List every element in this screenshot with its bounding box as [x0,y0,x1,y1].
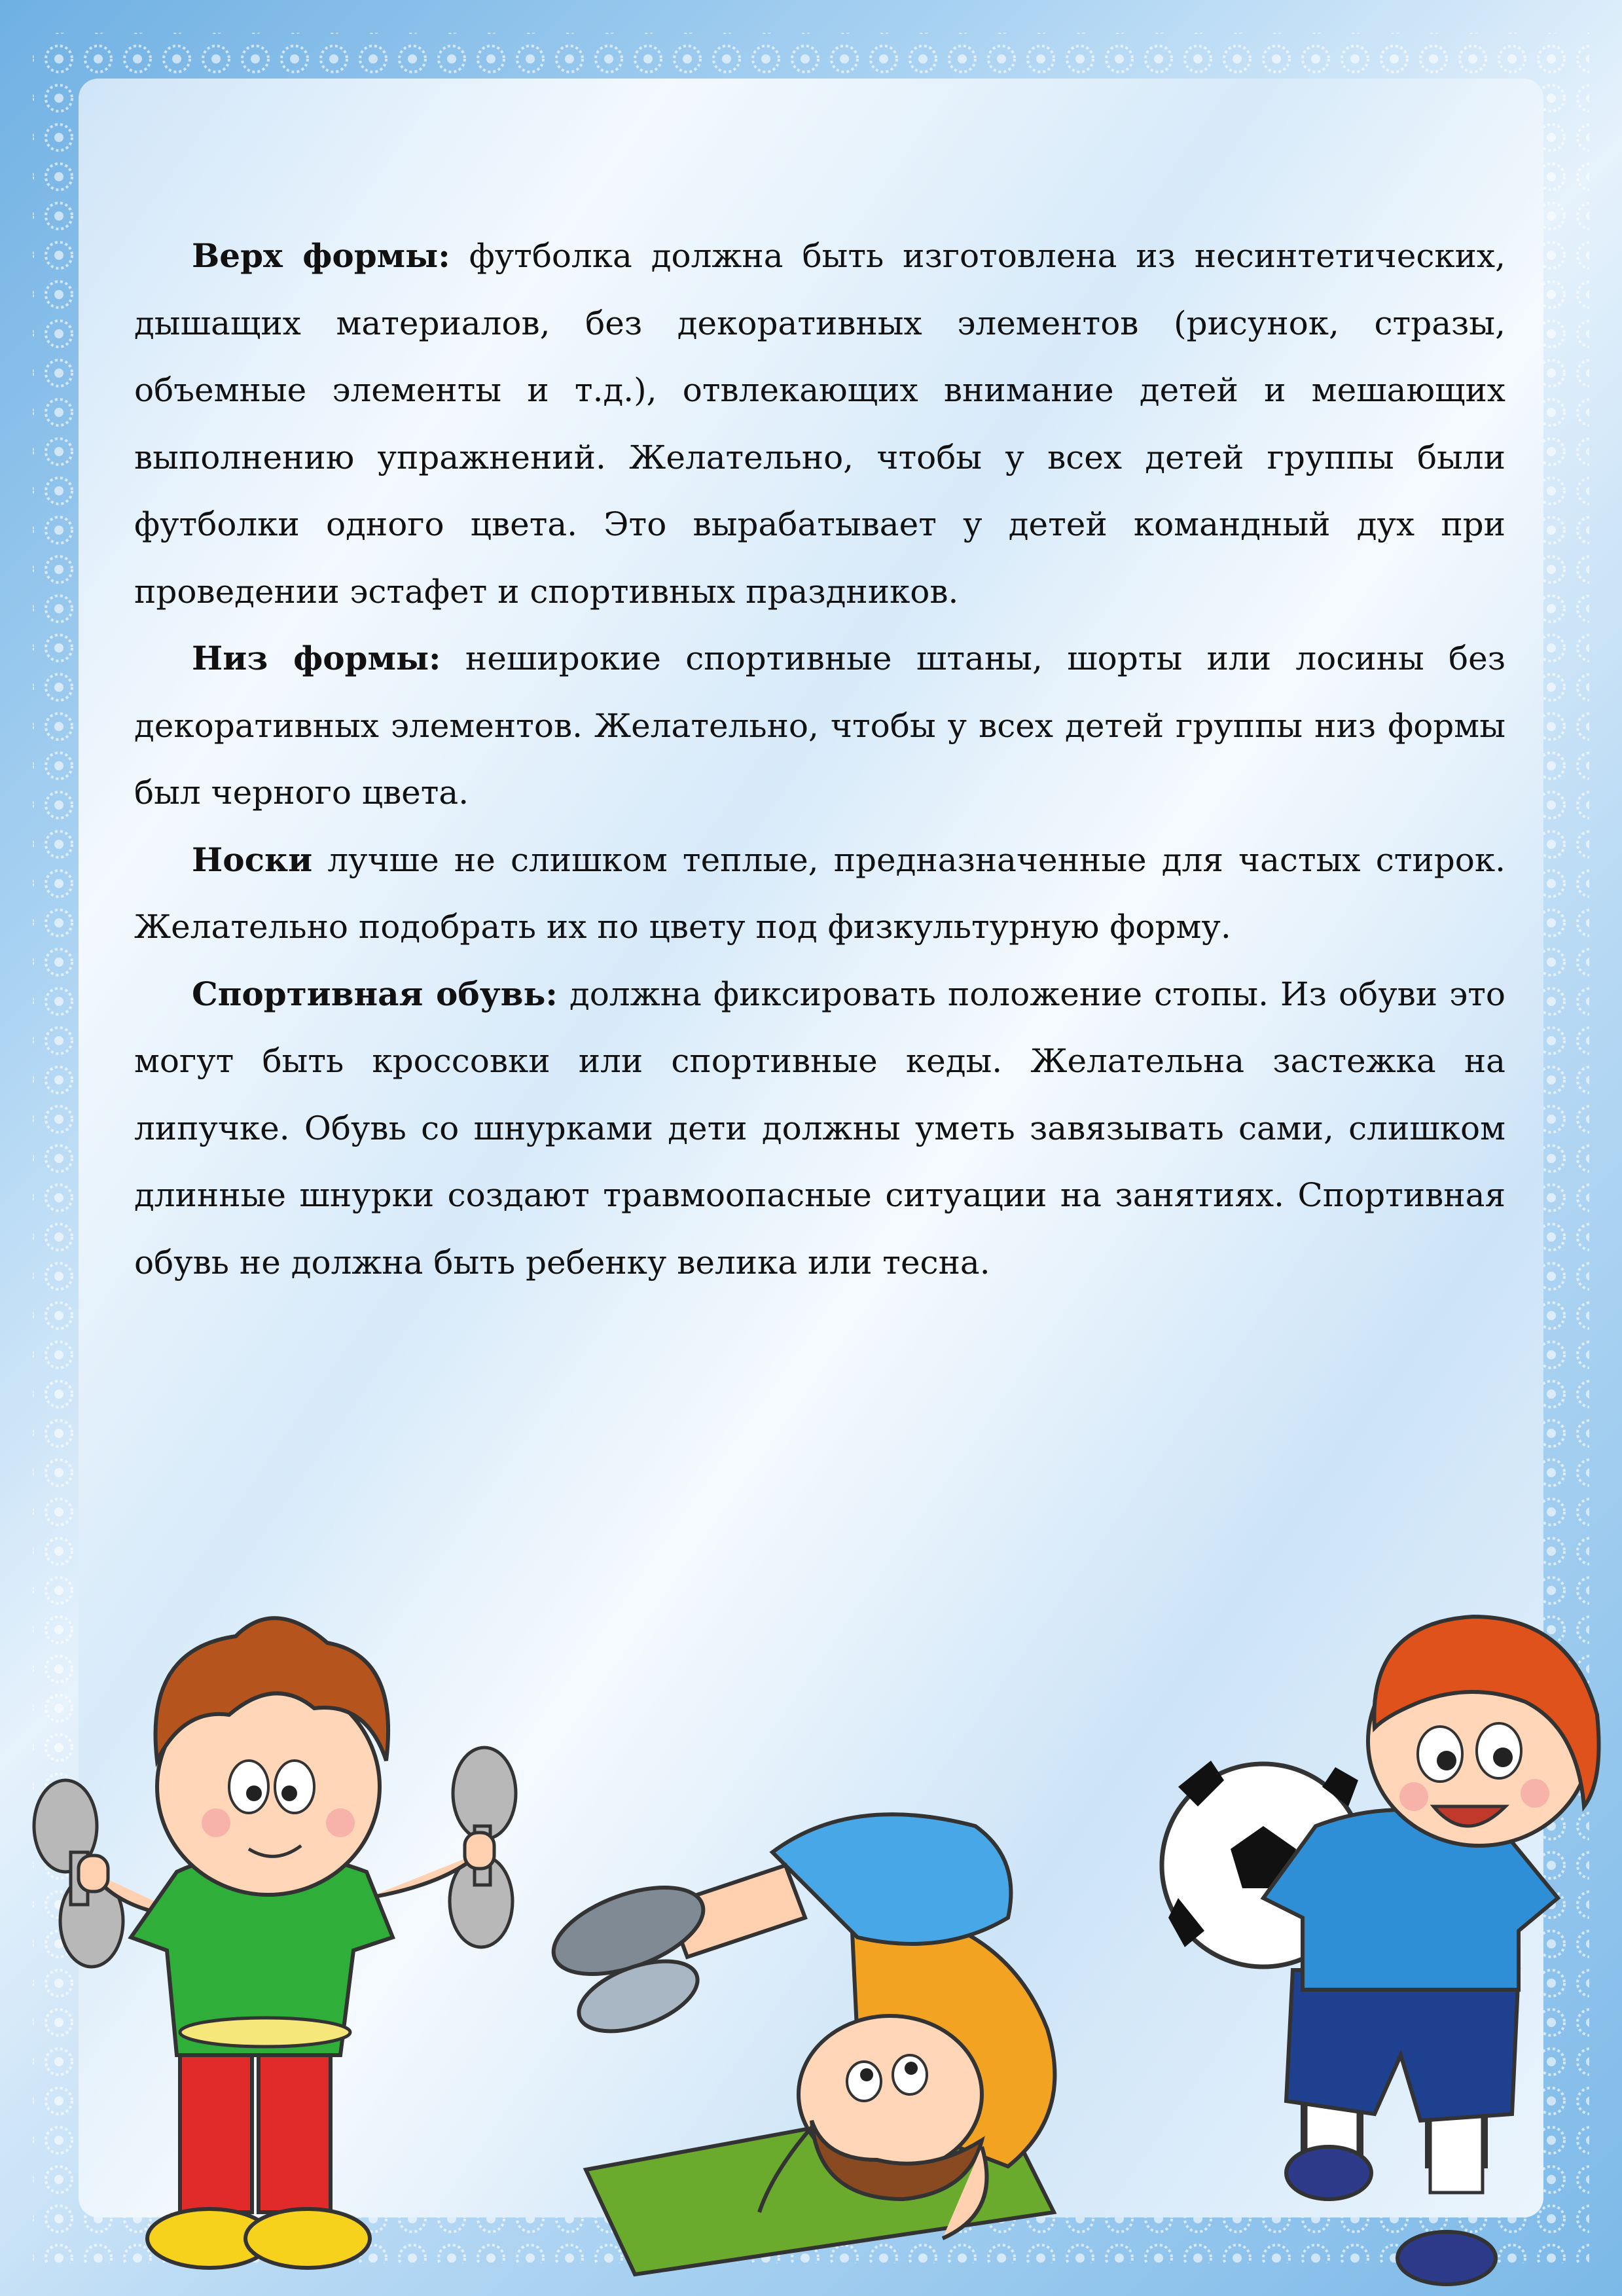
heading-top: Верх формы: [192,236,450,275]
heading-shoes: Спортивная обувь: [192,974,558,1013]
paragraph-socks-body: лучше не слишком теплые, предназначенные для частых стирок. Желательно подобрать их по цвету под физкультурную форму. [134,840,1505,946]
paragraph-top-body: футболка должна быть изготовлена из несинтетических, дышащих материалов, без декоративных элементов (рисунок, стразы, объемные элементы и т.д.), отвлекающих внимание детей и мешающих выполнению упражнений. Желательно, чтобы у всех детей группы были футболки одного цвета. Это вырабатывает у детей командный дух при проведении эстафет и спортивных праздников. [134,237,1505,611]
boy-with-dumbbells-illustration [34,1618,516,2268]
boy-with-ball-illustration [1162,1617,1599,2284]
paragraph-shoes-body: должна фиксировать положение стопы. Из обуви это могут быть кроссовки или спортивные кеды. Желательна застежка на липучке. Обувь со шнурками дети должны уметь завязывать сами, слишком длинные шнурки создают травмоопасные ситуации на занятиях. Спортивная обувь не должна быть ребенку велика или тесна. [134,975,1505,1282]
boy-somersault-illustration [542,1814,1054,2274]
paragraph-bottom-body: неширокие спортивные штаны, шорты или лосины без декоративных элементов. Желательно, чтобы у всех детей группы низ формы был черного цвета. [134,639,1506,812]
heading-bottom: Низ формы: [192,639,441,677]
heading-socks: Носки [192,840,313,879]
